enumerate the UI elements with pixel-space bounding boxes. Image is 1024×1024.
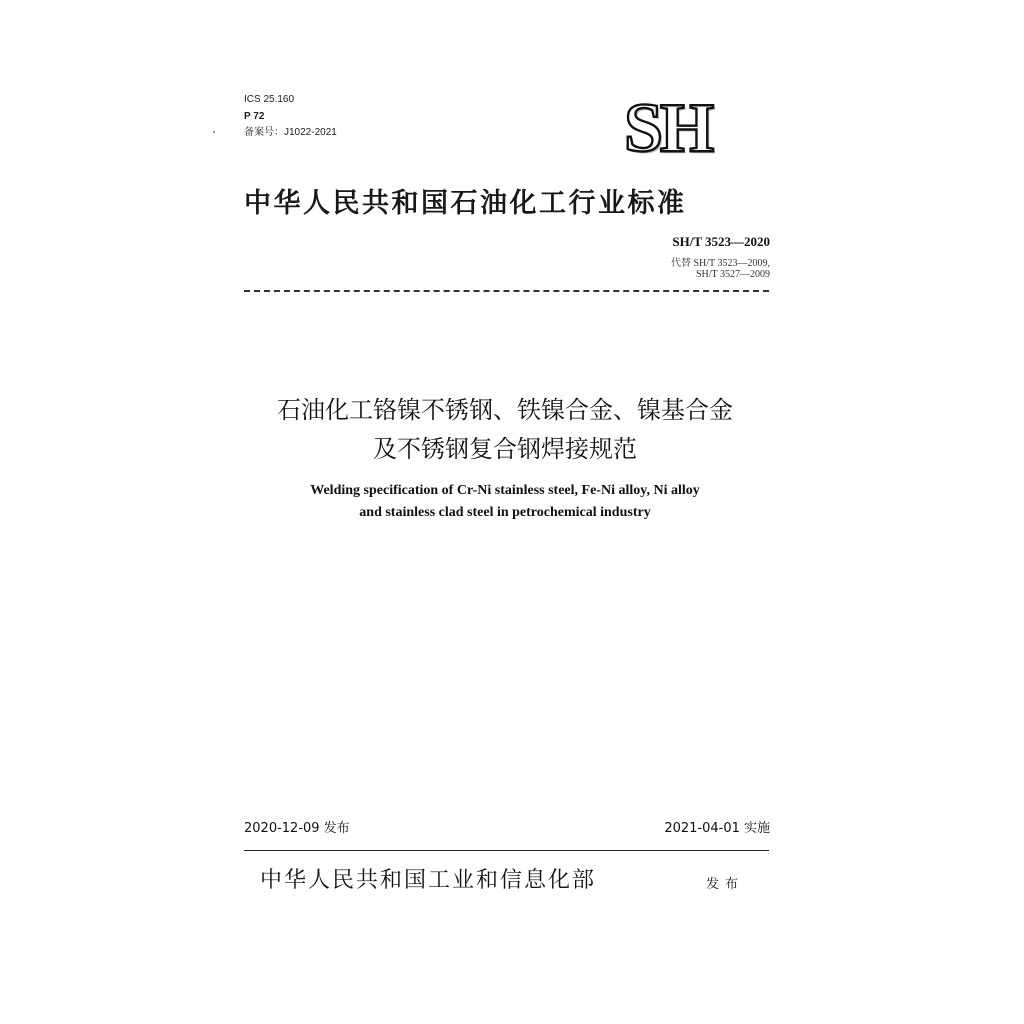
publish-date: 2020-12-09 发布 xyxy=(244,821,350,836)
issue-action: 发布 xyxy=(706,877,745,892)
header-divider xyxy=(244,290,769,292)
standard-category-title: 中华人民共和国石油化工行业标准 xyxy=(244,188,687,219)
ccs-code: P 72 xyxy=(244,111,265,122)
title-zh-line-2: 及不锈钢复合钢焊接规范 xyxy=(373,435,637,463)
title-zh-line-1: 石油化工铬镍不锈钢、铁镍合金、镍基合金 xyxy=(277,396,733,424)
footer-divider xyxy=(244,850,769,851)
standard-number: SH/T 3523—2020 xyxy=(672,234,770,249)
scan-speck xyxy=(213,131,215,133)
effective-date: 2021-04-01 实施 xyxy=(664,821,770,836)
replaces-line-1: 代替 SH/T 3523—2009, xyxy=(671,258,770,269)
title-en-line-2: and stainless clad steel in petrochemical industry xyxy=(359,505,651,520)
title-en-line-1: Welding specification of Cr-Ni stainless steel, Fe-Ni alloy, Ni alloy xyxy=(310,483,700,498)
issuing-authority: 中华人民共和国工业和信息化部 xyxy=(260,868,597,893)
replaces-line-2: SH/T 3527—2009 xyxy=(696,269,770,280)
filing-number: 备案号：J1022-2021 xyxy=(244,127,337,138)
ics-code: ICS 25.160 xyxy=(244,94,295,105)
sh-logo: SH xyxy=(624,90,712,167)
